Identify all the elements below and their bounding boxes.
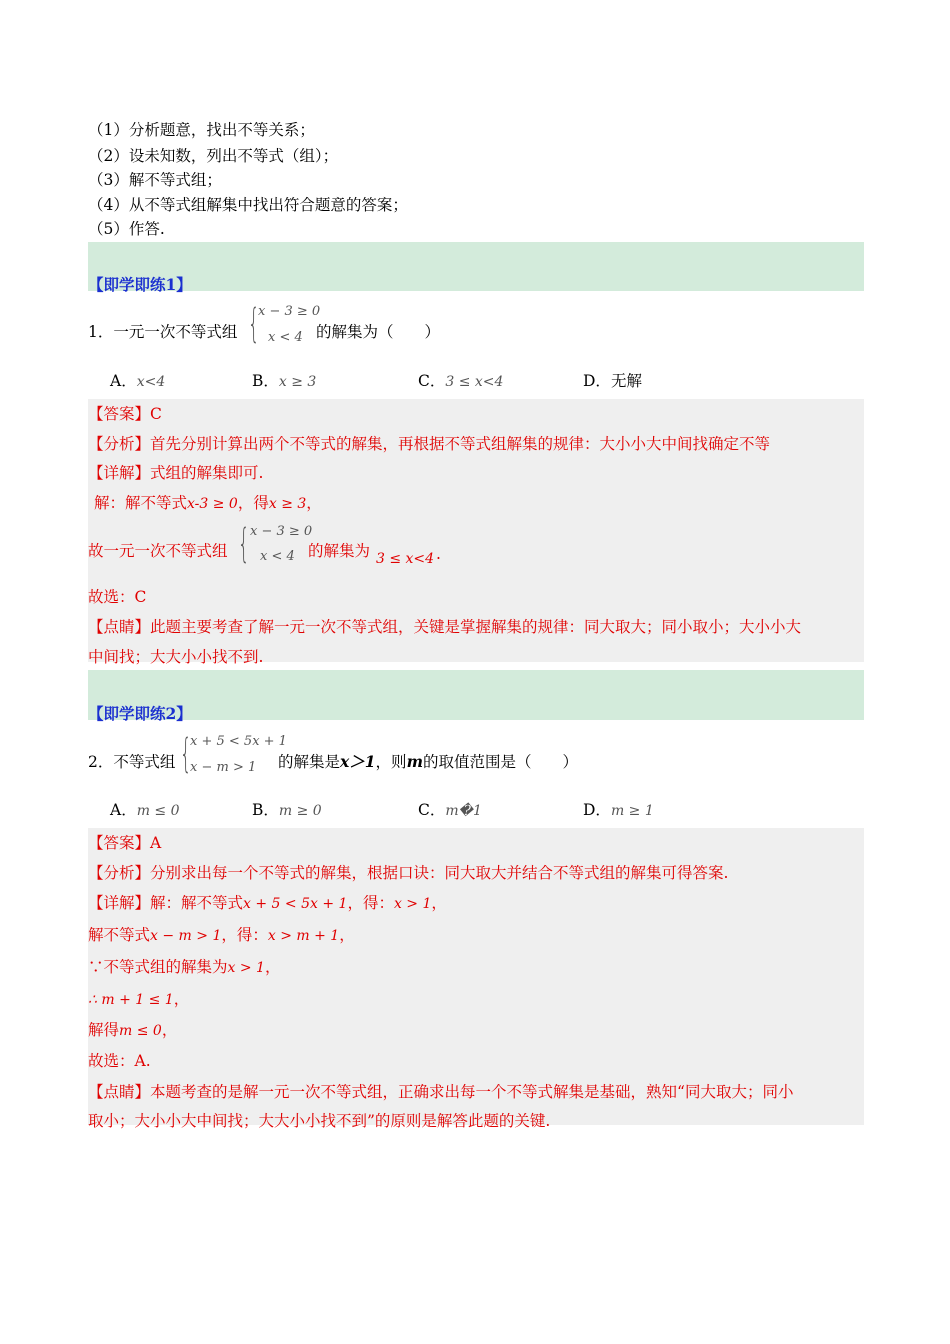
line-a-math2: x ≥ 3 bbox=[268, 496, 307, 512]
q1-line-b-prefix: 故一元一次不等式组 bbox=[88, 542, 228, 560]
option-math: x ≥ 3 bbox=[278, 374, 317, 390]
detail-a-mid: ，得： bbox=[347, 894, 394, 912]
practice2-band bbox=[88, 670, 864, 720]
q1-comment-line-1 bbox=[88, 615, 801, 637]
line-b-math2: x > m + 1 bbox=[267, 928, 340, 944]
q2-option-c[interactable] bbox=[418, 798, 482, 820]
line-a-mid: ，得 bbox=[237, 494, 269, 512]
practice2-header: 【即学即练2】 bbox=[88, 704, 192, 723]
line-c-text: ∵不等式组的解集为 bbox=[88, 958, 228, 976]
step-2: （2）设未知数，列出不等式（组）； bbox=[88, 147, 339, 165]
q2-mid: 的解集是 bbox=[278, 753, 341, 771]
answer-value: A bbox=[150, 834, 162, 852]
q2-analysis bbox=[88, 861, 728, 883]
q1-line-b-math: 3 ≤ x<4 bbox=[376, 551, 435, 567]
q2-answer bbox=[88, 831, 161, 853]
comment-text: 本题考查的是解一元一次不等式组，正确求出每一个不等式解集是基础，熟知“同大取大；同小 bbox=[150, 1083, 794, 1101]
line-e-math: m ≤ 0 bbox=[119, 1023, 162, 1039]
option-letter: D． bbox=[583, 372, 611, 390]
q2-system-line-1: x + 5 < 5x + 1 bbox=[190, 734, 287, 749]
q2-body bbox=[278, 750, 578, 772]
comment-tag: 【点睛】 bbox=[88, 1083, 151, 1101]
q2-brace: { bbox=[180, 731, 192, 777]
q2-mid2: ，则 bbox=[375, 753, 407, 771]
option-math: m ≥ 1 bbox=[610, 803, 654, 819]
q2-option-b[interactable] bbox=[252, 798, 322, 820]
step-3: （3）解不等式组； bbox=[88, 171, 222, 189]
q1-line-b-system-1: x − 3 ≥ 0 bbox=[250, 524, 313, 539]
option-math: m�1 bbox=[445, 803, 482, 819]
analysis-text: 分别求出每一个不等式的解集，根据口诀：同大取大并结合不等式组的解集可得答案. bbox=[150, 864, 729, 882]
analysis-tag: 【分析】 bbox=[88, 435, 151, 453]
q1-detail bbox=[88, 461, 263, 483]
q2-prefix: 2．不等式组 bbox=[88, 753, 176, 771]
q2-line-d bbox=[88, 987, 189, 1009]
option-letter: B． bbox=[252, 801, 279, 819]
option-letter: D． bbox=[583, 801, 611, 819]
line-e-end: ， bbox=[161, 1021, 178, 1039]
q1-system-line-2: x < 4 bbox=[268, 330, 303, 345]
line-c-end: ， bbox=[264, 958, 281, 976]
q1-line-a bbox=[94, 491, 322, 513]
q2-line-e bbox=[88, 1018, 177, 1040]
line-d-math: ∴ m + 1 ≤ 1 bbox=[88, 992, 174, 1008]
q1-line-b-brace: { bbox=[238, 521, 250, 567]
line-b-text: 解不等式 bbox=[88, 926, 151, 944]
step-1: （1）分析题意，找出不等关系； bbox=[88, 121, 315, 139]
step-5: （5）作答. bbox=[88, 220, 165, 238]
q2-comment-line-2: 取小；大小小大中间找；大大小小找不到”的原则是解答此题的关键. bbox=[88, 1112, 551, 1130]
option-letter: C． bbox=[418, 801, 446, 819]
comment-tag: 【点睛】 bbox=[88, 618, 151, 636]
line-c-math: x > 1 bbox=[227, 960, 265, 976]
practice1-band bbox=[88, 242, 864, 291]
q1-analysis bbox=[88, 432, 770, 454]
q1-option-a[interactable] bbox=[110, 369, 165, 391]
option-math: x<4 bbox=[136, 374, 166, 390]
q1-option-b[interactable] bbox=[252, 369, 316, 391]
practice1-header: 【即学即练1】 bbox=[88, 275, 192, 294]
option-letter: A． bbox=[110, 372, 137, 390]
analysis-tag: 【分析】 bbox=[88, 864, 151, 882]
line-b-math1: x − m > 1 bbox=[150, 928, 222, 944]
line-e-text: 解得 bbox=[88, 1021, 120, 1039]
detail-a: 解：解不等式 bbox=[150, 894, 244, 912]
line-a-math1: x-3 ≥ 0 bbox=[187, 496, 238, 512]
q2-option-a[interactable] bbox=[110, 798, 180, 820]
line-a-prefix: 解：解不等式 bbox=[94, 494, 188, 512]
answer-tag: 【答案】 bbox=[88, 834, 151, 852]
q2-line-c bbox=[88, 955, 280, 977]
q2-line-b bbox=[88, 923, 355, 945]
q1-suffix: 的解集为（ ） bbox=[316, 323, 441, 341]
option-math: m ≤ 0 bbox=[136, 803, 180, 819]
option-letter: A． bbox=[110, 801, 137, 819]
option-math: m ≥ 0 bbox=[278, 803, 322, 819]
answer-value: C bbox=[150, 405, 162, 423]
q1-brace: { bbox=[248, 301, 260, 347]
q1-choose: 故选：C bbox=[88, 588, 147, 606]
detail-a-math1: x + 5 < 5x + 1 bbox=[243, 896, 348, 912]
q1-prefix: 1．一元一次不等式组 bbox=[88, 323, 238, 341]
q2-choose: 故选：A. bbox=[88, 1052, 151, 1070]
option-math: 3 ≤ x<4 bbox=[445, 374, 504, 390]
q2-comment-line-1 bbox=[88, 1080, 793, 1102]
option-letter: B． bbox=[252, 372, 279, 390]
step-4: （4）从不等式组解集中找出符合题意的答案； bbox=[88, 196, 408, 214]
detail-tag: 【详解】 bbox=[88, 464, 151, 482]
detail-text: 式组的解集即可. bbox=[150, 464, 264, 482]
line-b-end: ， bbox=[339, 926, 355, 944]
answer-tag: 【答案】 bbox=[88, 405, 151, 423]
q2-m: m bbox=[406, 752, 423, 771]
q1-line-b-end: . bbox=[436, 545, 441, 563]
detail-a-math2: x > 1 bbox=[393, 896, 432, 912]
q1-option-d[interactable] bbox=[583, 369, 642, 391]
detail-a-end: ， bbox=[431, 894, 447, 912]
q1-system-line-1: x − 3 ≥ 0 bbox=[258, 304, 321, 319]
q2-math: x＞1 bbox=[340, 752, 376, 771]
line-b-mid: ，得： bbox=[221, 926, 268, 944]
detail-tag: 【详解】 bbox=[88, 894, 151, 912]
comment-text: 此题主要考查了解一元一次不等式组，关键是掌握解集的规律：同大取大；同小取小；大小小大 bbox=[150, 618, 802, 636]
option-text: 无解 bbox=[610, 372, 642, 390]
q1-answer bbox=[88, 402, 162, 424]
q2-system-line-2: x − m > 1 bbox=[190, 760, 257, 775]
option-letter: C． bbox=[418, 372, 446, 390]
q2-option-d[interactable] bbox=[583, 798, 654, 820]
q1-comment-line-2: 中间找；大大小小找不到. bbox=[88, 648, 264, 666]
line-d-end: ， bbox=[173, 990, 190, 1008]
q1-line-b-mid: 的解集为 bbox=[308, 542, 371, 560]
q1-line-b-system-2: x < 4 bbox=[260, 549, 295, 564]
q2-suffix: 的取值范围是（ ） bbox=[422, 753, 578, 771]
q1-option-c[interactable] bbox=[418, 369, 503, 391]
q2-detail bbox=[88, 891, 447, 913]
line-a-end: ， bbox=[306, 494, 322, 512]
analysis-text: 首先分别计算出两个不等式的解集，再根据不等式组解集的规律：大小小大中间找确定不等 bbox=[150, 435, 771, 453]
